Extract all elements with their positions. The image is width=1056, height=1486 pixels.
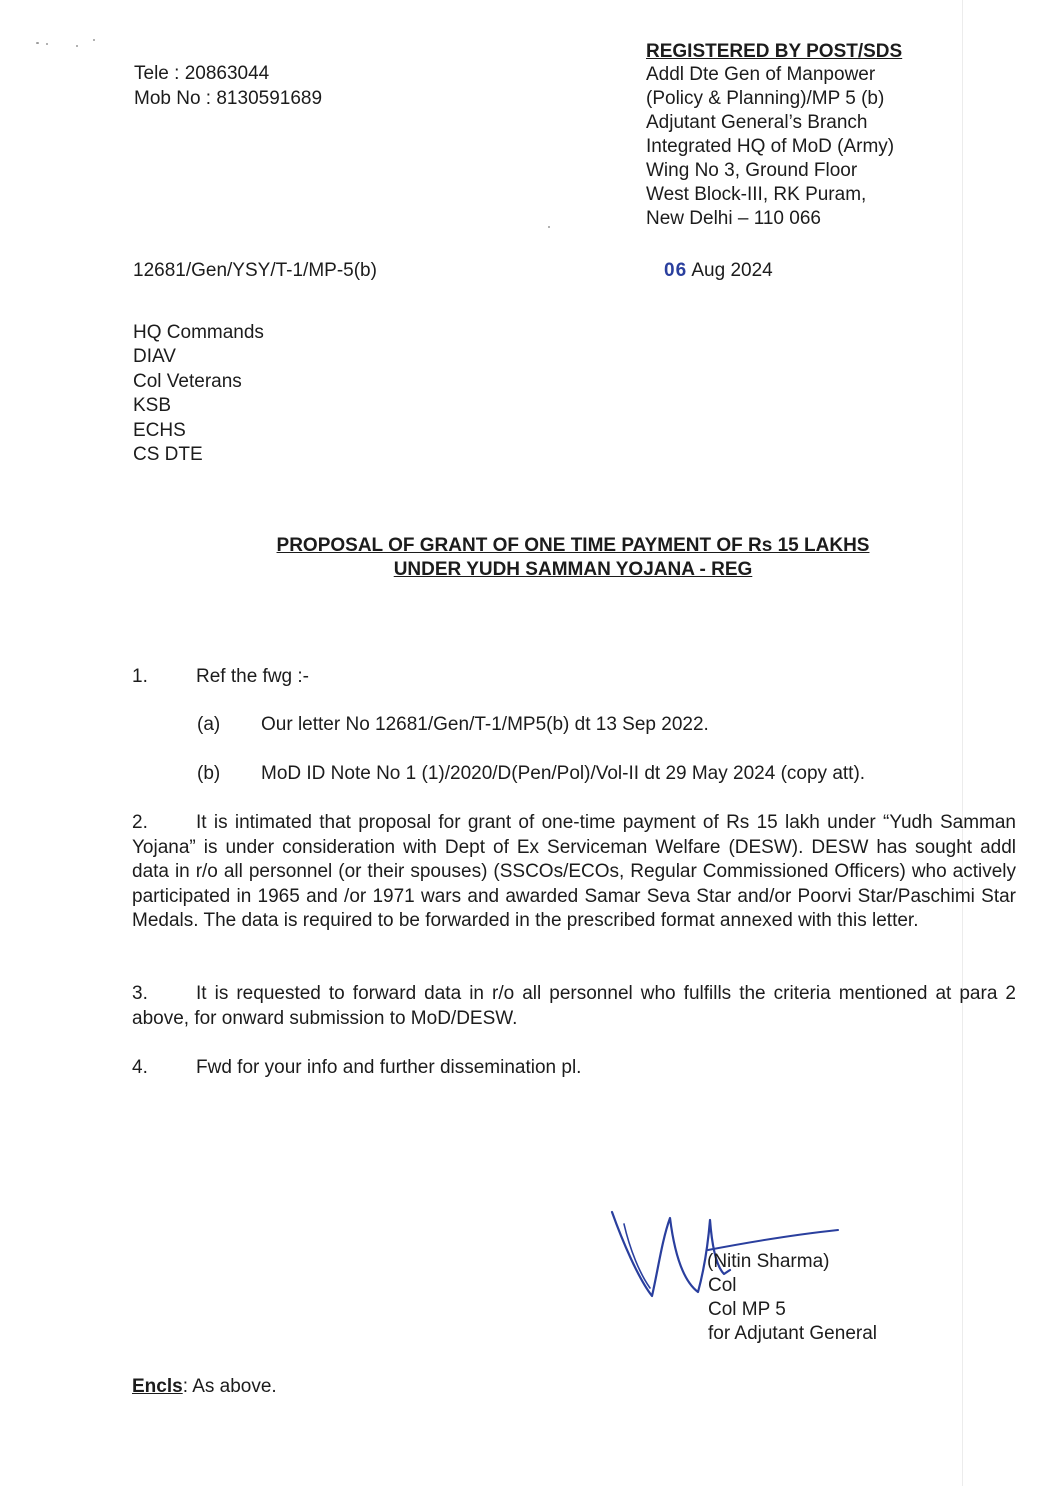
scan-speck [36, 42, 39, 44]
page-fold-line [962, 0, 963, 1486]
para-3 [132, 982, 1016, 1031]
scan-speck [548, 226, 550, 228]
para-text: Ref the fwg :- [196, 666, 309, 687]
addressee: DIAV [133, 346, 176, 368]
address-line: (Policy & Planning)/MP 5 (b) [646, 88, 885, 109]
subject-line-1: PROPOSAL OF GRANT OF ONE TIME PAYMENT OF Rs 15 LAKHS [276, 535, 870, 556]
reference-number: 12681/Gen/YSY/T-1/MP-5(b) [133, 260, 377, 281]
sub-item-label: (a) [197, 714, 221, 735]
addressee: ECHS [133, 419, 186, 441]
mobile-number: Mob No : 8130591689 [134, 88, 323, 109]
para-number: 4. [132, 1057, 148, 1078]
signature-flourish [708, 1230, 838, 1250]
signature-underline [624, 1224, 650, 1288]
para-4 [132, 1056, 581, 1080]
address-line: Wing No 3, Ground Floor [646, 160, 858, 181]
address-line: Addl Dte Gen of Manpower [646, 64, 876, 85]
address-line: New Delhi – 110 066 [646, 208, 821, 229]
address-line: Adjutant General’s Branch [646, 112, 868, 133]
para-number: 2. [132, 812, 148, 833]
signatory-name: (Nitin Sharma) [707, 1251, 830, 1272]
sub-item-label: (b) [197, 763, 221, 784]
para-1 [132, 665, 309, 689]
para-text: It is intimated that proposal for grant of one-time payment of Rs 15 lakh under “Yudh Samman Yojana” is under consideration with Dept of Ex Serviceman Welfare (DESW). DESW has sought addl data in r/o all personnel (or their spouses) (SSCOs/ECOs, Regular Commissioned Officers) who actively participated in 1965 and /or 1971 wars and awarded Samar Seva Star and/or Poorvi Star/Paschimi Star Medals. The data is required to be forwarded in the prescribed format annexed with this letter. [132, 812, 1016, 931]
sub-item-text: MoD ID Note No 1 (1)/2020/D(Pen/Pol)/Vol-II dt 29 May 2024 (copy att). [261, 763, 866, 784]
addressee: Col Veterans [133, 370, 242, 392]
sender-address [646, 63, 894, 231]
enclosure-line [132, 1375, 277, 1399]
para-number: 3. [132, 983, 148, 1004]
enclosure-text: : As above. [182, 1376, 277, 1397]
letter-date [664, 259, 773, 283]
signatory-appointment: Col MP 5 [708, 1299, 786, 1320]
scan-speck [46, 43, 48, 45]
para-2 [132, 811, 1016, 934]
sub-item-text: Our letter No 12681/Gen/T-1/MP5(b) dt 13 Sep 2022. [261, 714, 709, 735]
registered-post-label: REGISTERED BY POST/SDS [646, 41, 903, 62]
addressee-list [133, 321, 264, 467]
address-line: Integrated HQ of MoD (Army) [646, 136, 895, 157]
signatory-for: for Adjutant General [708, 1323, 877, 1344]
scan-speck [93, 39, 95, 41]
para-1b [197, 762, 865, 786]
addressee: CS DTE [133, 444, 203, 466]
tele-number: Tele : 20863044 [134, 63, 270, 84]
signatory-rank: Col [708, 1275, 737, 1296]
date-month-year: Aug 2024 [691, 260, 773, 281]
enclosure-label: Encls [132, 1376, 183, 1397]
para-number: 1. [132, 666, 148, 687]
addressee: KSB [133, 395, 172, 417]
para-1a [197, 713, 709, 737]
para-text: Fwd for your info and further dissemination pl. [196, 1057, 582, 1078]
para-text: It is requested to forward data in r/o all personnel who fulfills the criteria mentioned at para 2 above, for onward submission to MoD/DESW. [132, 983, 1016, 1029]
scan-speck [76, 45, 78, 47]
handwritten-date-day: 06 [664, 260, 688, 281]
addressee: HQ Commands [133, 322, 264, 343]
subject-line-2: UNDER YUDH SAMMAN YOJANA - REG [393, 559, 753, 580]
address-line: West Block-III, RK Puram, [646, 184, 867, 205]
